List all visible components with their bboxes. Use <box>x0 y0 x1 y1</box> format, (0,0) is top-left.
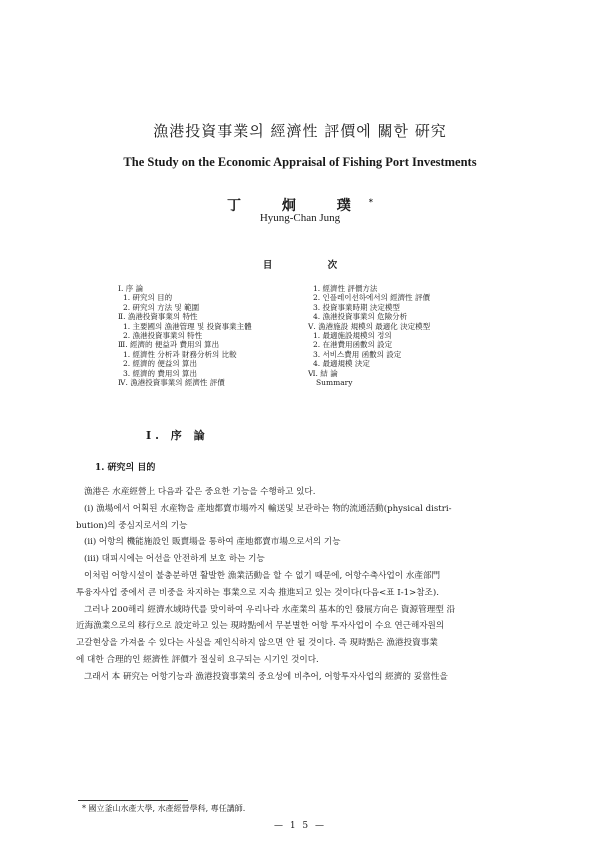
page-number: — 1 5 — <box>273 821 327 831</box>
body-text <box>76 484 528 686</box>
toc-entry: Ⅱ. 漁港投資事業의 特性 <box>118 312 198 322</box>
body-line: bution)의 중심지로서의 기능 <box>76 520 188 531</box>
toc-entry: 2. 漁港投資事業의 特性 <box>123 331 203 341</box>
body-line: (i) 漁場에서 어획된 水産物을 產地都賣市場까지 輸送및 보관하는 物的流通活動(physical distri- <box>84 503 452 514</box>
body-line: 이처럼 어항시설이 불충분하면 활발한 漁業活動을 할 수 없기 때문에, 어항수축사업이 水產部門 <box>84 570 441 581</box>
subsection-heading: 1. 硏究의 目的 <box>95 463 156 473</box>
toc-entry: 2. 硏究의 方法 및 範圍 <box>123 302 200 312</box>
toc-entry: 1. 硏究의 目的 <box>123 293 173 303</box>
body-line: 漁港은 水産經營上 다음과 같은 중요한 기능을 수행하고 있다. <box>84 487 316 497</box>
toc-entry: Ⅴ. 漁港施設 規模의 最適化 決定模型 <box>308 321 431 331</box>
body-line: 近海漁業으로의 移行으로 設定하고 있는 現時點에서 무분별한 어항 투자사업이 수요 연근해자원의 <box>76 621 445 632</box>
toc-entry: Ⅲ. 經濟的 便益과 費用의 算出 <box>118 340 220 350</box>
footnote: * 國立釜山水產大學, 水產經營學科, 專任講師. <box>82 804 246 813</box>
toc-entry: 2. 在港費用函數의 設定 <box>313 340 393 350</box>
toc-entry: 3. 經濟的 費用의 算出 <box>123 368 198 378</box>
toc-entry: 1. 經濟性 分析과 財務分析의 比較 <box>123 349 237 359</box>
toc-entry: Ⅳ. 漁港投資事業의 經濟性 評價 <box>118 378 225 388</box>
body-line: 에 대한 合理的인 經濟性 評價가 절실히 요구되는 시기인 것이다. <box>76 654 319 665</box>
section-heading: I. 序 論 <box>146 429 209 442</box>
body-line: (ii) 어항의 機能施設인 販賣場을 통하여 產地都賣市場으로서의 기능 <box>84 537 341 548</box>
body-line: 투융자사업 중에서 큰 비중을 차지하는 事業으로 지속 推進되고 있는 것이다(다음<표 I-1>참조). <box>76 587 439 598</box>
toc-entry: 1. 主要國의 漁港管理 및 投資事業主體 <box>123 321 252 331</box>
toc-entry: 1. 經濟性 評價方法 <box>313 284 378 293</box>
toc-entry: I. 序 論 <box>118 284 144 293</box>
toc-entry: 2. 經濟的 便益의 算出 <box>123 359 198 369</box>
body-line: (iii) 대피시에는 어선을 안전하게 보호 하는 기능 <box>84 554 265 565</box>
toc-entry: 4. 漁港投資事業의 危險分析 <box>313 312 408 322</box>
body-line: 그러나 200해리 經濟水域時代를 맞이하여 우리나라 水產業의 基本的인 發展方向은 資源管理型 沿 <box>84 604 456 615</box>
paper-title-english: The Study on the Economic Appraisal of Fishing Port Investments <box>123 155 477 169</box>
toc-entry: 4. 最適規模 決定 <box>313 359 370 369</box>
toc-entry: Ⅵ. 結 論 <box>308 368 338 378</box>
body-line: 고갈현상을 가져올 수 있다는 사실을 제인식하지 않으면 안 될 것이다. 즉 現時點은 漁港投資事業 <box>76 638 438 649</box>
toc-entry: 2. 인플레이션하에서의 經濟性 評價 <box>313 293 431 303</box>
toc-entry: 3. 投資事業時期 決定模型 <box>313 302 400 312</box>
body-line: 그래서 本 硏究는 어항기능과 漁港投資事業의 중요성에 비추어, 어항투자사업의 經濟的 妥當性을 <box>84 671 448 682</box>
author-name-english: Hyung-Chan Jung <box>259 212 341 224</box>
toc-entry: 3. 서비스費用 函數의 設定 <box>313 349 402 359</box>
toc-entry: 1. 最適施設規模의 정의 <box>313 331 392 341</box>
toc-title: 目 次 <box>262 260 364 271</box>
paper-title-korean: 漁港投資事業의 經濟性 評價에 關한 硏究 <box>153 122 447 140</box>
footnote-rule <box>78 800 188 801</box>
author-name-text: 丁 炯 璞 <box>227 198 369 214</box>
toc-right-column <box>308 284 430 387</box>
toc-left-column <box>118 284 252 387</box>
author-footnote-mark: * <box>368 196 373 207</box>
toc-entry: Summary <box>316 378 353 388</box>
